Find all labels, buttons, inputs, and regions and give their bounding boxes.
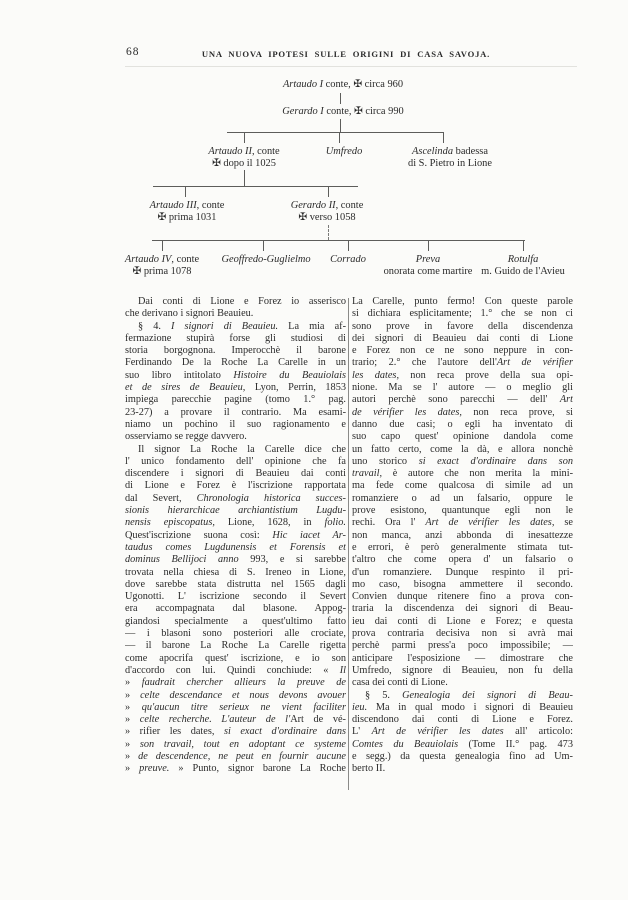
italic-text: celte descendance et nous devons avouer xyxy=(140,689,346,701)
tree-connector xyxy=(162,240,163,251)
text-line xyxy=(352,554,573,566)
text-line xyxy=(125,653,346,665)
text-line xyxy=(125,480,346,492)
tree-connector xyxy=(340,93,341,104)
text-line xyxy=(352,763,573,775)
text: trario; 2.° che l'autore dell' xyxy=(352,357,497,369)
text-line xyxy=(352,456,573,468)
text: non manca, anzi abbonda di inesattezze xyxy=(352,529,573,541)
text-line xyxy=(352,407,573,419)
text: badessa xyxy=(453,146,488,157)
running-title: UNA NUOVA IPOTESI SULLE ORIGINI DI CASA SAVOJA. xyxy=(201,49,491,59)
tree-node-line xyxy=(408,146,492,158)
text-line xyxy=(352,579,573,591)
text-line xyxy=(125,690,346,702)
text: conte, ✠ circa 960 xyxy=(323,79,404,90)
text-line xyxy=(352,726,573,738)
italic-text: celte recherche. L'auteur de l' xyxy=(139,714,291,726)
node-corrado xyxy=(330,254,366,266)
text: di S. Pietro in Lione xyxy=(408,157,492,169)
text-line xyxy=(125,394,346,406)
text: » xyxy=(125,750,139,762)
text-line xyxy=(352,468,573,480)
text: traria la discendenza dei signori di Beau- xyxy=(352,603,573,615)
text: 993, e si sarebbe xyxy=(250,554,346,566)
italic-text: dominus Bellijoci anno xyxy=(125,554,251,566)
tree-connector xyxy=(523,240,524,251)
text-line xyxy=(125,567,346,579)
italic-text: Art xyxy=(559,394,573,406)
text: Ma in qual modo i signori di Beauieu xyxy=(367,701,573,713)
text: , conte xyxy=(335,200,364,211)
text-line xyxy=(125,702,346,714)
italic-text: de vérifier les dates, xyxy=(352,406,462,418)
text-line xyxy=(125,677,346,689)
italic-text: Artaudo II xyxy=(208,146,252,157)
text: onorata come martire xyxy=(383,265,473,277)
text-line xyxy=(125,616,346,628)
italic-text: qu'aucun titre serieux ne vient faciliter xyxy=(141,701,346,713)
text: impiega parecchie pagine (tomo 1.° pag. xyxy=(125,394,346,406)
text-line xyxy=(352,505,573,517)
text-line xyxy=(352,751,573,763)
tree-connector xyxy=(185,186,186,197)
tree-connector xyxy=(244,170,245,186)
text-line xyxy=(125,419,346,431)
italic-text: ieu. xyxy=(352,701,368,713)
tree-connector xyxy=(443,132,444,143)
text: § 4. xyxy=(138,320,171,332)
text: mo caso, bisogna ammettere il secondo. xyxy=(352,578,573,590)
italic-text: les dates, xyxy=(352,369,400,381)
text: m. Guido de l'Avieu xyxy=(481,265,565,277)
text-line xyxy=(352,480,573,492)
text-line xyxy=(352,321,573,333)
text-column-left xyxy=(125,296,346,776)
italic-text: Artaudo IV xyxy=(124,254,172,265)
text: dal Severt, xyxy=(125,492,197,504)
text-line xyxy=(125,505,346,517)
text: anticipare l'esposizione — dimostrare che xyxy=(352,652,573,664)
text: § 5. xyxy=(365,689,403,701)
node-gerardo-i xyxy=(282,106,403,118)
italic-text: Umfredo xyxy=(325,146,363,157)
text: di Lione e Forez è l'iscrizione rapportata xyxy=(125,480,346,492)
text: » xyxy=(125,701,142,713)
text-line xyxy=(352,616,573,628)
node-preva xyxy=(384,254,473,277)
text: suo capo quest' opinione dandola come xyxy=(352,431,573,443)
text: » rifier les dates, xyxy=(125,726,224,738)
text-line xyxy=(125,333,346,345)
node-artaudo-iii xyxy=(150,200,225,223)
text-line xyxy=(352,345,573,357)
text-line xyxy=(352,431,573,443)
text: Ferdinando De la Roche La Carelle in un xyxy=(125,357,346,369)
text-line xyxy=(125,763,346,775)
text: discendono dai conti di Lione e Forez. xyxy=(352,714,573,726)
text: — il barone La Roche La Carelle rigetta xyxy=(125,640,346,652)
text-line xyxy=(125,296,346,308)
text-line xyxy=(352,567,573,579)
tree-node-line xyxy=(150,200,225,212)
text-line xyxy=(352,714,573,726)
tree-connector xyxy=(152,240,525,241)
text: come apocrifa quest' iscrizione, e io son xyxy=(125,652,346,664)
text: Il signor La Roche la Carelle dice che xyxy=(138,443,346,455)
tree-node-line xyxy=(326,146,363,158)
text-line xyxy=(352,739,573,751)
italic-text: folio. xyxy=(324,517,346,529)
text-line xyxy=(125,751,346,763)
tree-connector xyxy=(339,132,340,143)
tree-node-line xyxy=(291,200,364,212)
text: Art de vé- xyxy=(290,714,346,726)
text: Dai conti di Lione e Forez io asserisco xyxy=(138,296,346,307)
text: Lione, 1628, in xyxy=(214,517,325,529)
italic-text: Histoire du Beauiolais xyxy=(233,369,346,381)
text: ✠ verso 1058 xyxy=(298,211,356,223)
text-column-right xyxy=(352,296,573,776)
italic-text: si exact d'ordinaire dans xyxy=(223,726,346,738)
text-line xyxy=(352,394,573,406)
tree-node-line xyxy=(330,254,366,266)
text-line xyxy=(125,370,346,382)
text-line xyxy=(125,456,346,468)
text: Quest'iscrizione suona così: xyxy=(125,529,273,541)
text: » xyxy=(125,738,140,750)
text: e Forez non ce ne sono neppure in con- xyxy=(352,345,573,357)
tree-connector xyxy=(348,240,349,251)
text-line xyxy=(125,444,346,456)
text: La mia af- xyxy=(278,320,346,332)
text: si dichiara esplicitamente; 1.° che se non ci xyxy=(352,308,573,320)
text: era accompagnata dal blasone. Appog- xyxy=(125,603,346,615)
italic-text: son travail, tout en adoptant ce systeme xyxy=(139,738,346,750)
tree-connector xyxy=(428,240,429,251)
italic-text: I signori di Beauieu. xyxy=(170,320,279,332)
text: berto II. xyxy=(352,763,386,775)
text: — i blasoni sono posteriori alle crociate, xyxy=(125,628,346,640)
tree-connector xyxy=(328,225,329,240)
text: » Punto, signor barone La Roche xyxy=(178,763,346,775)
node-gerardo-ii xyxy=(291,200,364,223)
text-line xyxy=(125,431,346,443)
text: conte, ✠ circa 990 xyxy=(323,106,404,117)
tree-connector xyxy=(340,119,341,132)
italic-text: Gerardo II xyxy=(290,200,336,211)
text-line xyxy=(352,628,573,640)
tree-node-line xyxy=(125,254,199,266)
text: casa dei conti di Lione. xyxy=(352,677,448,689)
page-number: 68 xyxy=(126,46,140,58)
text: , conte xyxy=(196,200,225,211)
genealogy-tree xyxy=(0,0,628,292)
text: prove esistono, quantunque egli non le xyxy=(352,505,573,517)
italic-text: Gerardo I xyxy=(282,106,324,117)
text: perchè parmi press'a poco impossibile; — xyxy=(352,640,573,652)
text: è autore che non merita la mini- xyxy=(382,468,573,480)
text: Umfredo, signore di Beauieu, non fu della xyxy=(352,664,573,676)
text: e segg.) da questa genealogia fino ad Um- xyxy=(352,750,573,762)
text-line xyxy=(352,653,573,665)
text: storia borgognona. Imperocchè il barone xyxy=(125,345,346,357)
text-line xyxy=(125,357,346,369)
node-umfredo xyxy=(326,146,363,158)
text-line xyxy=(352,591,573,603)
text: ✠ prima 1031 xyxy=(157,211,217,223)
text: » xyxy=(125,714,140,726)
text-line xyxy=(352,357,573,369)
text: e errori, è però generalmente stimata tut- xyxy=(352,541,573,553)
italic-text: Ascelinda xyxy=(412,146,454,157)
text: all' articolo: xyxy=(503,726,573,738)
text-line xyxy=(125,382,346,394)
tree-node-line xyxy=(481,266,565,278)
text: ma fede come qualcosa di simile ad un xyxy=(352,480,573,492)
text: » xyxy=(125,763,140,775)
italic-text: Hic iacet Ar- xyxy=(272,529,346,541)
text-line xyxy=(352,370,573,382)
text: d'un romanziere. Dunque respinto il pri- xyxy=(352,566,573,578)
tree-connector xyxy=(328,186,329,197)
text-line xyxy=(352,603,573,615)
column-divider xyxy=(348,298,349,790)
text-line xyxy=(125,468,346,480)
text-line xyxy=(352,308,573,320)
text-line xyxy=(125,665,346,677)
tree-node-line xyxy=(408,158,492,170)
italic-text: Rotulfa xyxy=(507,254,539,265)
text: L' xyxy=(352,726,372,738)
tree-node-line xyxy=(221,254,310,266)
italic-text: travail, xyxy=(352,468,383,480)
italic-text: et de sires de Beauieu, xyxy=(125,382,246,394)
text: Convien dunque ritenere fino a prova con- xyxy=(352,591,573,603)
tree-node-line xyxy=(291,212,364,224)
tree-node-line xyxy=(384,266,473,278)
text: trovata nella chiesa di S. Ireneo in Lione, xyxy=(125,566,346,578)
text-line xyxy=(125,579,346,591)
text: dove sarebbe stata distrutta nel 1565 dagli xyxy=(125,578,346,590)
text-line xyxy=(352,665,573,677)
text: ✠ prima 1078 xyxy=(132,265,192,277)
italic-text: Artaudo III xyxy=(149,200,197,211)
text-line xyxy=(125,407,346,419)
italic-text: faudrait chercher allieurs la preuve de xyxy=(141,677,346,689)
italic-text: taudus comes Lugdunensis et Forensis et xyxy=(125,541,346,553)
text-line xyxy=(352,296,573,308)
node-artaudo-i xyxy=(283,79,403,91)
text: sono prove in favore della discendenza xyxy=(352,320,573,332)
text-line xyxy=(352,677,573,689)
italic-text: Chronologia historica succes- xyxy=(196,492,346,504)
text: , conte xyxy=(251,146,280,157)
tree-node-line xyxy=(282,106,403,118)
tree-node-line xyxy=(283,79,403,91)
italic-text: preuve. xyxy=(139,763,179,775)
text-line xyxy=(125,493,346,505)
text: dei signori di Beauieu dai conti di Lione xyxy=(352,332,573,344)
text: rechi. Ora l' xyxy=(352,517,426,529)
text: prova contraria decisiva non si avrà mai xyxy=(352,628,573,640)
text-line xyxy=(125,554,346,566)
tree-connector xyxy=(227,132,443,133)
text: Lyon, Perrin, 1853 xyxy=(245,382,346,394)
tree-node-line xyxy=(208,158,279,170)
text-line xyxy=(352,542,573,554)
text-line xyxy=(352,690,573,702)
text-line xyxy=(125,308,346,320)
italic-text: Genealogia dei signori di Beau- xyxy=(402,689,573,701)
tree-node-line xyxy=(208,146,279,158)
text: non reca prove della sua opi- xyxy=(399,369,573,381)
italic-text: Comtes du Beauiolais xyxy=(352,738,459,750)
text: romanziere o ad un falsario, oppure le xyxy=(352,492,573,504)
text-line xyxy=(125,345,346,357)
text: 23-27) a provare il contrario. Ma esami- xyxy=(125,406,346,418)
text: suo libro intitolato xyxy=(125,369,234,381)
node-ascelinda xyxy=(408,146,492,169)
text: ieu dai conti di Lione e Forez; e questa xyxy=(352,615,573,627)
text: giandosi specialmente a quest'ultimo fatto xyxy=(125,615,346,627)
text: se xyxy=(554,517,573,529)
text-line xyxy=(125,591,346,603)
text: La Carelle, punto fermo! Con queste parole xyxy=(352,296,573,307)
text: non reca prove, si xyxy=(461,406,573,418)
text: danno due casi; o egli ha inventato di xyxy=(352,418,573,430)
node-rotulfa xyxy=(481,254,565,277)
italic-text: Corrado xyxy=(330,254,366,265)
text: uno storico xyxy=(352,455,419,467)
italic-text: Geoffredo-Guglielmo xyxy=(221,254,311,265)
text-line xyxy=(125,530,346,542)
text: ✠ dopo il 1025 xyxy=(212,157,276,169)
italic-text: sionis hierarchicae archiantistium Lugdu- xyxy=(125,505,346,517)
text-line xyxy=(125,542,346,554)
text: t'altro che come opera d' un falsario o xyxy=(352,554,573,566)
text-line xyxy=(352,419,573,431)
text-line xyxy=(125,603,346,615)
text-line xyxy=(352,493,573,505)
italic-text: Il xyxy=(339,664,346,676)
text: nione. Ma se l' autore — o meglio gli xyxy=(352,382,573,394)
text-line xyxy=(125,739,346,751)
text-line xyxy=(125,714,346,726)
text-line xyxy=(352,333,573,345)
italic-text: nensis episcopatus, xyxy=(125,517,215,529)
italic-text: si exact d'ordinaire dans son xyxy=(418,455,573,467)
tree-connector xyxy=(263,240,264,251)
text: discendere i signori di Beauieu dai conti xyxy=(125,468,346,480)
node-artaudo-iv xyxy=(125,254,199,277)
node-geoffredo-guglielmo xyxy=(221,254,310,266)
text: d'accordo con lui. Quindi conchiude: « xyxy=(125,664,340,676)
text-line xyxy=(125,640,346,652)
text-line xyxy=(352,640,573,652)
text: , conte xyxy=(171,254,200,265)
tree-node-line xyxy=(150,212,225,224)
node-artaudo-ii xyxy=(208,146,279,169)
text: (Tome II.° pag. 473 xyxy=(458,738,573,750)
text: autori perchè sono parecchi — dell' xyxy=(352,394,560,406)
italic-text: Preva xyxy=(415,254,441,265)
text: un fatto certo, come la dà, e allora nonchè xyxy=(352,443,573,455)
italic-text: Art de vérifier xyxy=(496,357,573,369)
text: niamo un pochino il suo ragionamento e xyxy=(125,418,346,430)
text: » xyxy=(125,677,142,689)
tree-connector xyxy=(244,132,245,143)
text-line xyxy=(352,382,573,394)
text: Ugonotti. L' iscrizione secondo il Severt xyxy=(125,591,346,603)
text-line xyxy=(125,628,346,640)
text: fermazione stupirà forse gli studiosi di xyxy=(125,332,346,344)
text-line xyxy=(352,517,573,529)
text-line xyxy=(125,517,346,529)
italic-text: de descendence, ne peut en fournir aucune xyxy=(138,750,346,762)
text-line xyxy=(352,444,573,456)
text-line xyxy=(125,321,346,333)
text: » xyxy=(125,689,141,701)
tree-node-line xyxy=(481,254,565,266)
tree-node-line xyxy=(384,254,473,266)
italic-text: Artaudo I xyxy=(282,79,324,90)
tree-node-line xyxy=(125,266,199,278)
text-line xyxy=(352,530,573,542)
text-line xyxy=(352,702,573,714)
text: che derivano i signori Beauieu. xyxy=(125,308,254,320)
text: osserviamo se regge davvero. xyxy=(125,431,247,443)
italic-text: Art de vérifier les dates, xyxy=(425,517,555,529)
italic-text: Art de vérifier les dates xyxy=(371,726,504,738)
text: l' unico fondamento dell' opinione che fa xyxy=(125,455,346,467)
text-line xyxy=(125,726,346,738)
